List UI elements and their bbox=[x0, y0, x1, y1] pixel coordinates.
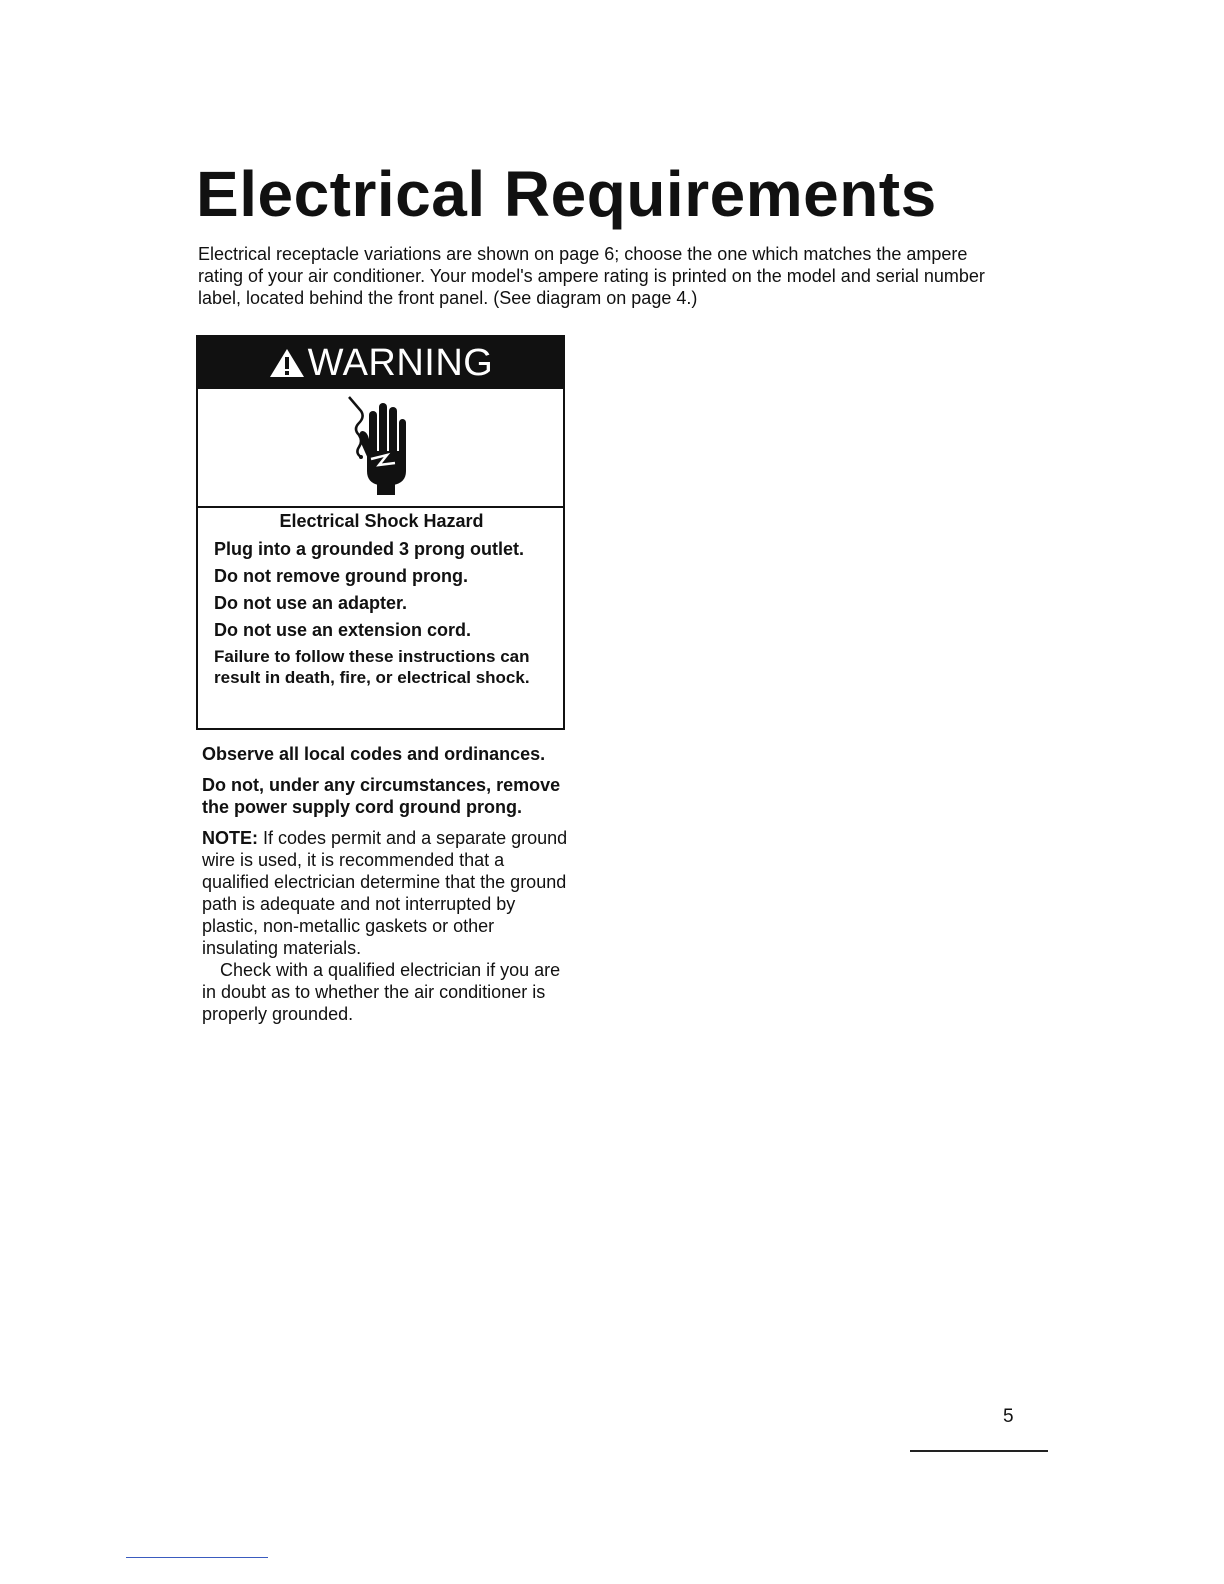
warning-consequence: Failure to follow these instructions can result in death, fire, or electrical shock. bbox=[214, 647, 530, 687]
warning-line-extension-cord: Do not use an extension cord. bbox=[214, 620, 472, 640]
page-title: Electrical Requirements bbox=[196, 158, 937, 230]
ground-prong-note: Do not, under any circumstances, remove the power supply cord ground prong. bbox=[202, 775, 561, 817]
warning-box bbox=[196, 335, 565, 730]
warning-label: WARNING bbox=[307, 341, 494, 384]
warning-line-adapter: Do not use an adapter. bbox=[214, 593, 408, 613]
warning-triangle-icon bbox=[268, 347, 306, 379]
notes-section bbox=[202, 743, 572, 1025]
bottom-rule bbox=[126, 1557, 268, 1558]
hazard-symbol-area bbox=[198, 389, 563, 508]
shock-hazard-hand-icon bbox=[331, 393, 431, 503]
warning-header bbox=[198, 337, 563, 389]
warning-line-ground-prong: Do not remove ground prong. bbox=[214, 566, 468, 586]
note-text: If codes permit and a separate ground wire is used, it is recommended that a qualified electrician determine that the ground path is adequate and not interrupted by plastic, non-metallic gaskets or other insulating materials. bbox=[202, 828, 568, 958]
note-label: NOTE: bbox=[202, 828, 258, 848]
observe-codes-note: Observe all local codes and ordinances. bbox=[202, 744, 546, 764]
check-electrician-note: Check with a qualified electrician if you are in doubt as to whether the air conditioner is properly grounded. bbox=[202, 960, 561, 1024]
note-paragraph bbox=[202, 827, 572, 959]
warning-line-grounded-outlet: Plug into a grounded 3 prong outlet. bbox=[214, 539, 524, 559]
hazard-title: Electrical Shock Hazard bbox=[279, 511, 484, 531]
intro-paragraph: Electrical receptacle variations are shown on page 6; choose the one which matches the ampere rating of your air conditioner. Your model's ampere rating is printed on the model and serial number label, located behind the front panel. (See diagram on page 4.) bbox=[198, 244, 985, 308]
warning-body bbox=[198, 508, 563, 688]
page-number: 5 bbox=[1003, 1406, 1014, 1427]
footer-rule bbox=[910, 1450, 1048, 1452]
